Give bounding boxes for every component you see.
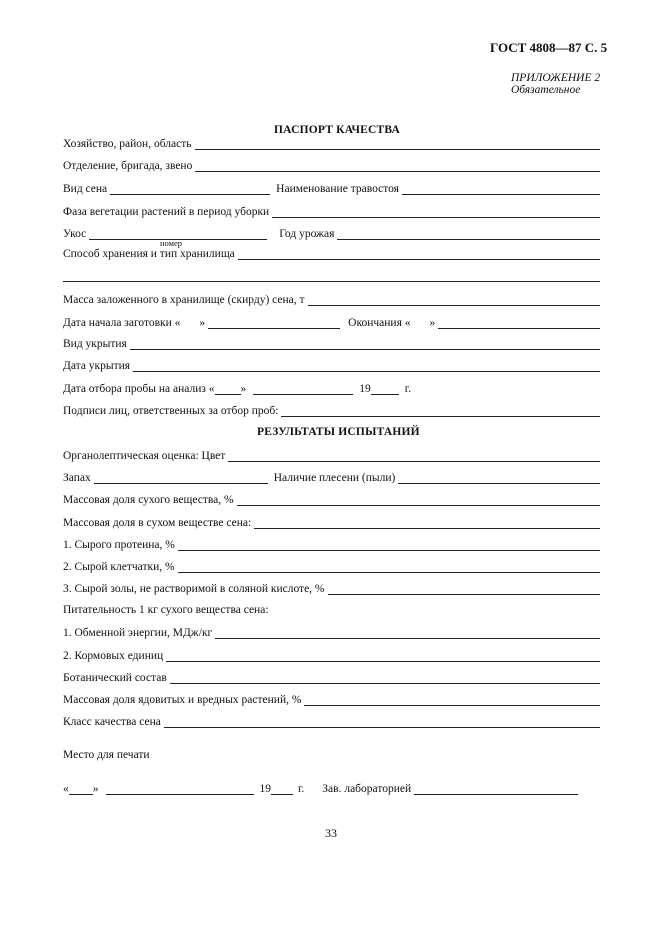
sample-date-label: Дата отбора пробы на анализ « xyxy=(63,383,215,395)
ash-label: 3. Сырой золы, не растворимой в соляной кислоте, % xyxy=(63,583,325,595)
storage-label: Способ хранения и тип хранилища xyxy=(63,248,235,260)
footer-date-row xyxy=(63,781,578,795)
fiber-label: 2. Сырой клетчатки, % xyxy=(63,561,175,573)
start-date-field[interactable] xyxy=(208,318,340,329)
signatures-field[interactable] xyxy=(281,406,600,417)
hay-type-label: Вид сена xyxy=(63,183,108,195)
smell-row xyxy=(63,470,600,484)
appendix-label: ПРИЛОЖЕНИЕ 2 xyxy=(511,72,601,84)
cut-label: Укос xyxy=(63,228,87,240)
energy-row xyxy=(63,625,600,639)
mold-label: Наличие плесени (пыли) xyxy=(273,472,396,484)
signatures-row xyxy=(63,403,600,417)
energy-field[interactable] xyxy=(215,628,600,639)
page-number: 33 xyxy=(325,826,337,840)
fiber-row xyxy=(63,559,600,573)
sample-month-field[interactable] xyxy=(253,384,353,395)
harvest-year-label: Год урожая xyxy=(279,228,335,240)
mass-field[interactable] xyxy=(308,295,600,306)
mass-row xyxy=(63,292,600,306)
harvest-year-field[interactable] xyxy=(337,229,600,240)
lab-head-label: Зав. лабораторией xyxy=(322,783,412,795)
storage-field-continued[interactable] xyxy=(63,271,600,282)
ash-field[interactable] xyxy=(328,584,600,595)
start-date-quote-close: » xyxy=(199,317,206,329)
footer-year-prefix: 19 xyxy=(259,783,271,795)
cover-type-label: Вид укрытия xyxy=(63,338,127,350)
department-field[interactable] xyxy=(195,161,600,172)
footer-year-field[interactable] xyxy=(271,784,293,795)
toxic-label: Массовая доля ядовитых и вредных растений, % xyxy=(63,694,302,706)
farm-field[interactable] xyxy=(195,139,601,150)
footer-quote-open: « xyxy=(63,783,69,795)
feed-units-label: 2. Кормовых единиц xyxy=(63,650,164,662)
document-code: ГОСТ 4808—87 С. 5 xyxy=(490,40,608,55)
number-note: номер xyxy=(160,238,183,248)
hay-type-field[interactable] xyxy=(110,184,270,195)
mold-field[interactable] xyxy=(398,473,600,484)
color-field[interactable] xyxy=(228,451,600,462)
botanical-row xyxy=(63,670,600,684)
start-date-label: Дата начала заготовки « xyxy=(63,317,181,329)
cover-date-row xyxy=(63,358,600,372)
results-title: РЕЗУЛЬТАТЫ ИСПЫТАНИЙ xyxy=(257,426,420,438)
grass-name-field[interactable] xyxy=(402,184,600,195)
ash-row xyxy=(63,581,600,595)
footer-quote-close: » xyxy=(92,783,99,795)
end-date-quote-close: » xyxy=(429,317,436,329)
sample-date-row xyxy=(63,381,600,395)
botanical-label: Ботанический состав xyxy=(63,672,167,684)
department-label: Отделение, бригада, звено xyxy=(63,160,193,172)
cover-type-field[interactable] xyxy=(130,339,600,350)
start-date-row xyxy=(63,315,600,329)
sample-year-field[interactable] xyxy=(371,384,399,395)
smell-field[interactable] xyxy=(94,473,268,484)
in-dry-matter-label: Массовая доля в сухом веществе сена: xyxy=(63,517,252,529)
storage-field[interactable] xyxy=(238,249,600,260)
hay-type-row xyxy=(63,181,600,195)
dry-matter-label: Массовая доля сухого вещества, % xyxy=(63,494,234,506)
farm-row xyxy=(63,136,600,150)
dry-matter-field[interactable] xyxy=(237,495,600,506)
end-date-field[interactable] xyxy=(438,318,600,329)
energy-label: 1. Обменной энергии, МДж/кг xyxy=(63,627,213,639)
farm-label: Хозяйство, район, область xyxy=(63,138,192,150)
color-row xyxy=(63,448,600,462)
phase-field[interactable] xyxy=(272,207,600,218)
footer-year-suffix: г. xyxy=(298,783,305,795)
footer-day-field[interactable] xyxy=(69,784,93,795)
protein-field[interactable] xyxy=(178,540,600,551)
phase-label: Фаза вегетации растений в период уборки xyxy=(63,206,270,218)
toxic-field[interactable] xyxy=(304,695,600,706)
fiber-field[interactable] xyxy=(178,562,600,573)
appendix-note: Обязательное xyxy=(511,84,581,96)
in-dry-matter-row xyxy=(63,515,600,529)
protein-label: 1. Сырого протеина, % xyxy=(63,539,175,551)
sample-day-field[interactable] xyxy=(215,384,241,395)
lab-head-signature-field[interactable] xyxy=(414,784,578,795)
quality-class-row xyxy=(63,714,600,728)
toxic-row xyxy=(63,692,600,706)
department-row xyxy=(63,158,600,172)
sample-date-quote-close: » xyxy=(240,383,247,395)
passport-title: ПАСПОРТ КАЧЕСТВА xyxy=(274,124,401,136)
footer-month-field[interactable] xyxy=(106,784,254,795)
grass-name-label: Наименование травостоя xyxy=(276,183,399,195)
signatures-label: Подписи лиц, ответственных за отбор проб: xyxy=(63,405,279,417)
botanical-field[interactable] xyxy=(170,673,600,684)
feed-units-field[interactable] xyxy=(166,651,600,662)
mass-label: Масса заложенного в хранилище (скирду) сена, т xyxy=(63,294,305,306)
feed-units-row xyxy=(63,648,600,662)
phase-row xyxy=(63,204,600,218)
sample-year-prefix: 19 xyxy=(359,383,371,395)
protein-row xyxy=(63,537,600,551)
storage-row xyxy=(63,246,600,260)
cover-date-label: Дата укрытия xyxy=(63,360,131,372)
dry-matter-row xyxy=(63,492,600,506)
cut-row xyxy=(63,226,600,240)
nutrition-label: Питательность 1 кг сухого вещества сена: xyxy=(63,604,269,616)
end-date-label: Окончания « xyxy=(348,317,411,329)
smell-label: Запах xyxy=(63,472,91,484)
quality-class-field[interactable] xyxy=(164,717,600,728)
in-dry-matter-field[interactable] xyxy=(254,518,600,529)
stamp-place-label: Место для печати xyxy=(63,749,150,761)
organoleptic-label: Органолептическая оценка: Цвет xyxy=(63,450,226,462)
cover-date-field[interactable] xyxy=(133,361,600,372)
storage-continuation-row xyxy=(63,268,600,282)
quality-class-label: Класс качества сена xyxy=(63,716,161,728)
cover-type-row xyxy=(63,336,600,350)
sample-year-suffix: г. xyxy=(404,383,412,395)
